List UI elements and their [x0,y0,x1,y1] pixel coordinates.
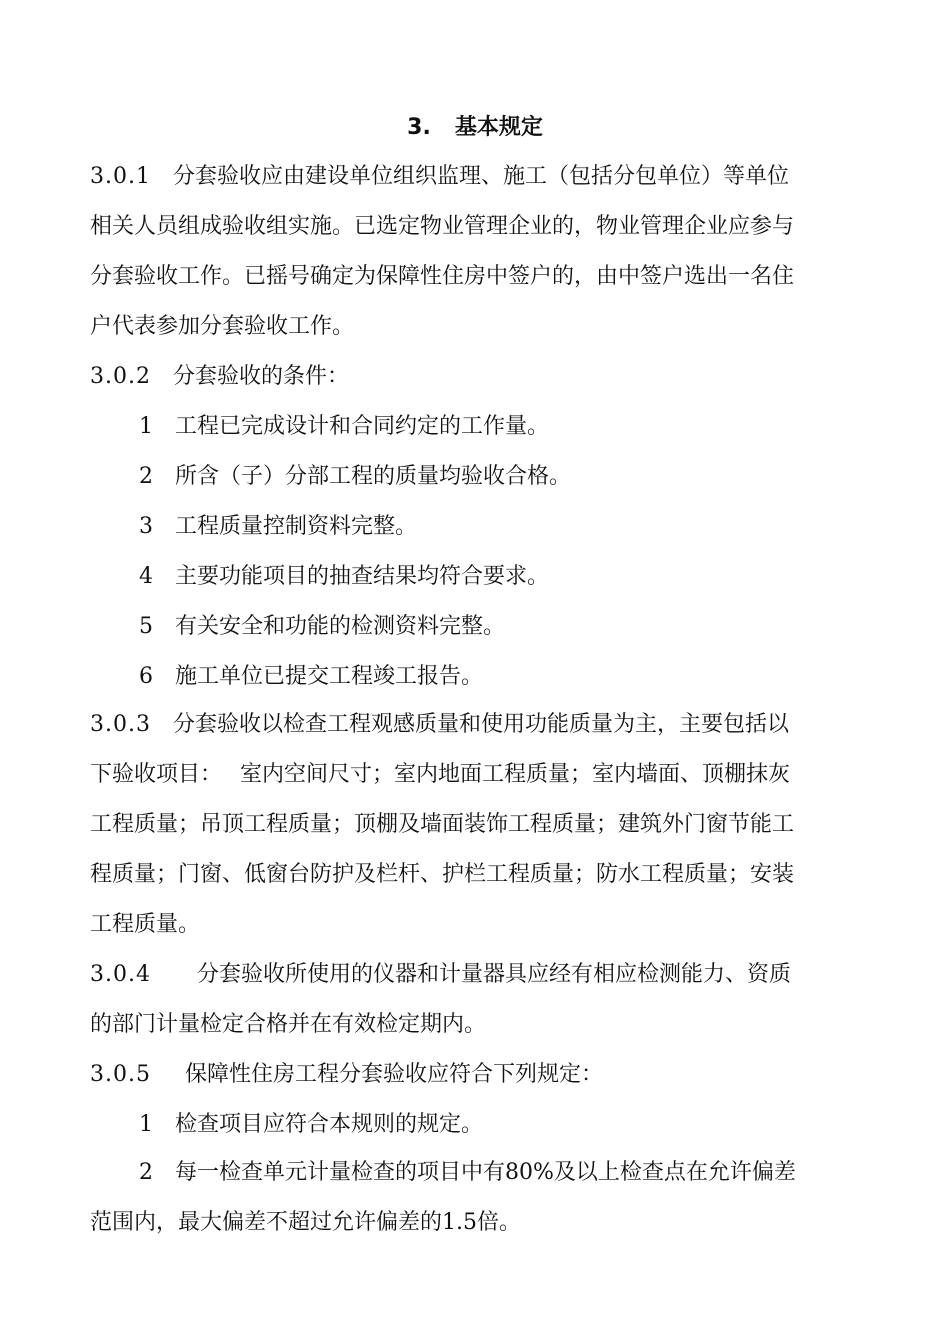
clause-text: 分套验收所使用的仪器和计量器具应经有相应检测能力、资质 [196,962,791,987]
list-item [139,402,860,452]
list-item-index: 4 [139,564,153,589]
list-item-text: 主要功能项目的抽查结果均符合要求。 [175,564,550,589]
list-item-index: 2 [139,464,153,489]
list-item-text: 所含（子）分部工程的质量均验收合格。 [175,464,572,489]
clause-line: 程质量；门窗、低窗台防护及栏杆、护栏工程质量；防水工程质量；安装 [90,862,795,887]
clause-line: 分套验收工作。已摇号确定为保障性住房中签户的，由中签户选出一名住 [90,264,795,289]
section-title [0,108,950,148]
list-item-index: 1 [139,414,153,439]
section-number: 3. [407,115,431,140]
clause-line: 户代表参加分套验收工作。 [90,314,355,339]
list-item-text: 工程已完成设计和合同约定的工作量。 [175,414,550,439]
list-item-index: 6 [139,664,153,689]
list-item-index: 3 [139,514,153,539]
clause-text: 分套验收的条件： [172,364,349,389]
list-item-index: 5 [139,614,153,639]
list-item-index: 2 [139,1160,153,1185]
clause-3-0-4 [90,950,860,1050]
clause-line: 相关人员组成验收组实施。已选定物业管理企业的，物业管理企业应参与 [90,214,795,239]
list-item [139,1100,860,1150]
clause-number: 3.0.5 [90,1062,151,1087]
clause-line [90,700,860,750]
list-item [139,452,860,502]
list-item-text: 有关安全和功能的检测资料完整。 [175,614,506,639]
list-item-text: 检查项目应符合本规则的规定。 [175,1112,484,1137]
clause-line: 工程质量。 [90,912,201,937]
clause-text: 分套验收应由建设单位组织监理、施工（包括分包单位）等单位 [172,164,789,189]
list-item-text: 工程质量控制资料完整。 [175,514,418,539]
clause-text: 分套验收以检查工程观感质量和使用功能质量为主，主要包括以 [172,712,789,737]
list-item [139,1148,860,1198]
list-item [139,502,860,552]
list-item [139,552,860,602]
section-title-text: 基本规定 [454,115,543,140]
clause-number: 3.0.4 [90,962,151,987]
list-item-index: 1 [139,1112,153,1137]
clause-3-0-5 [90,1050,860,1100]
clause-text: 保障性住房工程分套验收应符合下列规定： [184,1062,603,1087]
clause-number: 3.0.3 [90,712,151,737]
list-item [139,602,860,652]
clause-number: 3.0.2 [90,364,151,389]
list-item [139,652,860,702]
clause-number: 3.0.1 [90,164,151,189]
clause-line [90,950,860,1000]
clause-line: 的部门计量检定合格并在有效检定期内。 [90,1012,487,1037]
list-item-continuation: 范围内，最大偏差不超过允许偏差的1.5倍。 [90,1210,521,1235]
clause-3-0-1 [90,152,860,352]
clause-line: 下验收项目： 室内空间尺寸；室内地面工程质量；室内墙面、顶棚抹灰 [90,762,790,787]
clause-3-0-2 [90,352,860,402]
list-item-text: 施工单位已提交工程竣工报告。 [175,664,484,689]
clause-line: 工程质量；吊顶工程质量；顶棚及墙面装饰工程质量；建筑外门窗节能工 [90,812,795,837]
list-item-text: 每一检查单元计量检查的项目中有80%及以上检查点在允许偏差 [175,1160,796,1185]
clause-3-0-3 [90,700,860,950]
clause-line [90,152,860,202]
